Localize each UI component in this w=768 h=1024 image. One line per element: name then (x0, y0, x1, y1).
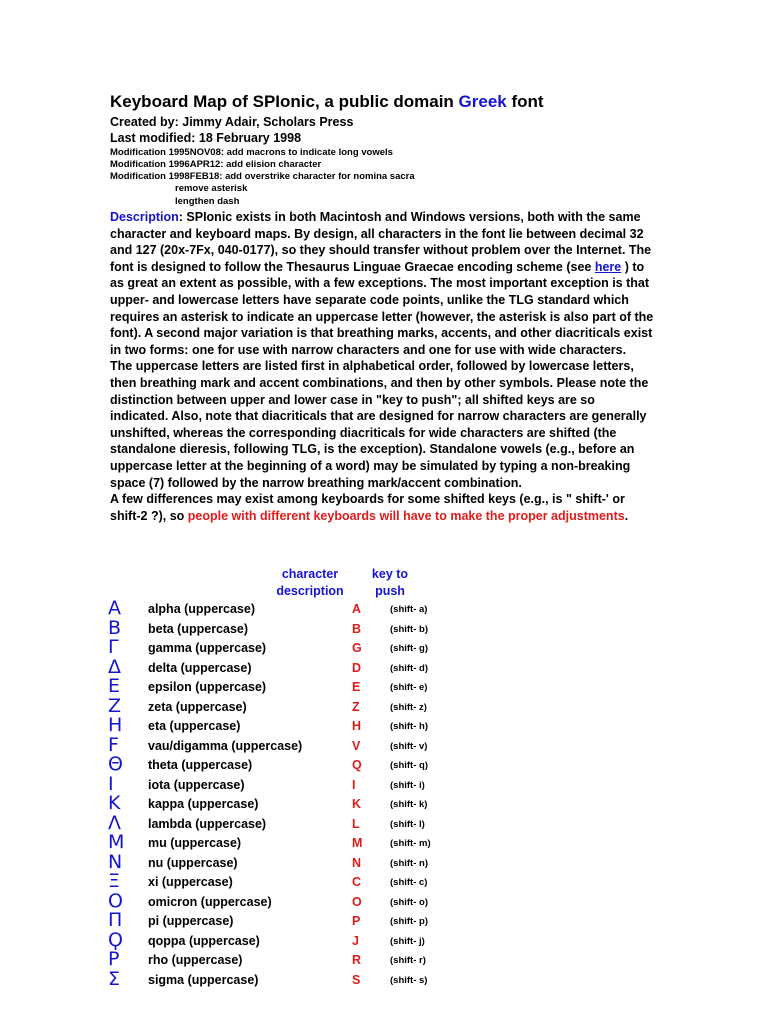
character-description: rho (uppercase) (148, 953, 243, 967)
table-row (0, 967, 768, 991)
character-description: delta (uppercase) (148, 660, 252, 675)
key-letter: P (352, 914, 361, 928)
key-letter: D (352, 660, 362, 675)
key-combination: (shift- q) (390, 760, 428, 771)
key-combination: (shift- s) (390, 974, 428, 986)
modification-line: Modification 1998FEB18: add overstrike character for nomina sacra (110, 171, 415, 182)
greek-glyph: Ι (108, 772, 114, 795)
key-letter: K (352, 797, 362, 811)
greek-glyph: Ε (108, 675, 121, 697)
character-description: gamma (uppercase) (148, 641, 267, 655)
description-paragraph-2: The uppercase letters are listed first in alphabetical order, followed by lowercase letters, then breathing mark and accent combinations, and then by other symbols. Please note the distinction between upper and lower case in "key to push"; all shifted keys are so indicated. Also, note that diacriticals that are designed for narrow characters are generally unshifted, whereas the corresponding diacriticals for wide characters are shifted (the standalone dieresis, following TLG, is the exception). Standalone vowels (e.g., before an uppercase letter at the beginning of a word) may be simulated by typing a non-breaking space (7) followed by the narrow breathing mark/accent combination. (110, 359, 649, 490)
greek-glyph: Κ (108, 792, 121, 814)
character-description: nu (uppercase) (148, 855, 238, 870)
greek-glyph: Ϝ (108, 733, 119, 756)
character-description: theta (uppercase) (148, 758, 253, 772)
key-letter: R (352, 953, 362, 967)
greek-glyph: Ξ (108, 870, 121, 892)
key-letter: V (352, 738, 361, 753)
description-text: . (624, 508, 629, 523)
character-description: vau/digamma (uppercase) (148, 738, 303, 753)
greek-glyph: Π (108, 909, 123, 931)
column-header-line: character (281, 567, 339, 581)
title-suffix: font (506, 92, 544, 111)
key-letter: Z (352, 699, 360, 714)
key-combination: (shift- n) (390, 857, 428, 869)
key-combination: (shift- m) (390, 838, 431, 849)
key-letter: G (352, 641, 362, 655)
key-combination: (shift- a) (390, 604, 428, 615)
key-combination: (shift- g) (390, 643, 428, 654)
key-letter: L (352, 816, 360, 831)
key-letter: B (352, 621, 362, 636)
greek-glyph: Σ (108, 967, 121, 990)
character-description: kappa (uppercase) (148, 797, 259, 811)
key-combination: (shift- j) (390, 935, 425, 947)
modification-subitem: remove asterisk (175, 183, 248, 194)
key-letter: E (352, 680, 361, 694)
column-header-line: key to (371, 567, 409, 581)
column-header-line: description (276, 584, 344, 598)
description-text: : SPIonic exists in both Macintosh and Windows versions, both with the same character and keyboard maps. By design, all characters in the font lie between decimal 32 and 127 (20x-7Fx, 040-0177), so they should transfer without problem over the Internet. The font is designed to follow the Thesaurus Linguae Graecae encoding scheme (see (110, 210, 652, 274)
key-combination: (shift- p) (390, 916, 428, 927)
description-label: Description (110, 210, 179, 224)
character-description: xi (uppercase) (148, 875, 233, 889)
greek-glyph: Γ (108, 636, 119, 658)
character-description: eta (uppercase) (148, 719, 241, 733)
key-letter: I (352, 777, 356, 792)
column-header-description (268, 566, 352, 600)
key-letter: C (352, 875, 362, 889)
character-description: iota (uppercase) (148, 777, 245, 792)
key-combination: (shift- b) (390, 623, 428, 635)
column-header-line: push (375, 584, 405, 598)
key-letter: S (352, 972, 361, 987)
key-letter: Q (352, 758, 362, 772)
here-link[interactable]: here (594, 259, 622, 274)
key-combination: (shift- d) (390, 662, 428, 674)
character-description: lambda (uppercase) (148, 816, 267, 831)
key-combination: (shift- r) (390, 955, 426, 966)
created-by: Created by: Jimmy Adair, Scholars Press (110, 115, 354, 129)
key-letter: M (352, 836, 363, 850)
greek-glyph: Λ (108, 811, 121, 834)
last-modified: Last modified: 18 February 1998 (110, 131, 302, 145)
title-prefix: Keyboard Map of SPIonic, a public domain (110, 92, 459, 111)
greek-glyph: Α (108, 597, 121, 619)
greek-glyph: Ο (108, 889, 123, 912)
greek-glyph: Θ (108, 753, 123, 775)
greek-glyph: Ν (108, 850, 123, 873)
description-text: ) to as great an extent as possible, with a few exceptions. The most important exception is that upper- and lowercase letters have separate code points, unlike the TLG standard which requires an asterisk to indicate an uppercase letter (however, the asterisk is also part of the font). A second major variation is that breathing marks, accents, and other diacriticals exist in two forms: one for use with narrow characters and one for use with wide characters. (110, 259, 654, 357)
key-combination: (shift- k) (390, 799, 428, 810)
character-description: epsilon (uppercase) (148, 680, 267, 694)
key-combination: (shift- e) (390, 682, 428, 693)
key-letter: O (352, 894, 362, 909)
key-combination: (shift- o) (390, 896, 428, 908)
key-letter: N (352, 855, 362, 870)
modification-subitem: lengthen dash (175, 196, 240, 207)
description-section (110, 209, 655, 524)
greek-glyph: Μ (108, 831, 125, 853)
character-description: alpha (uppercase) (148, 602, 255, 616)
character-description: beta (uppercase) (148, 621, 249, 636)
key-letter: H (352, 719, 362, 733)
character-description: sigma (uppercase) (148, 972, 259, 987)
page-title (110, 92, 544, 112)
key-combination: (shift- h) (390, 721, 428, 732)
key-combination: (shift- z) (390, 701, 427, 713)
greek-glyph: Η (108, 714, 123, 736)
table-row (0, 753, 768, 776)
column-header-key (360, 566, 420, 600)
title-highlight: Greek (458, 92, 507, 111)
character-description: zeta (uppercase) (148, 699, 247, 714)
key-letter: A (352, 602, 362, 616)
key-letter: J (352, 933, 359, 948)
greek-glyph: Ζ (108, 694, 122, 717)
greek-glyph: Ρ (108, 948, 120, 970)
key-combination: (shift- v) (390, 740, 428, 752)
character-description: qoppa (uppercase) (148, 933, 260, 948)
character-description: mu (uppercase) (148, 836, 242, 850)
description-paragraph-1 (110, 209, 655, 358)
character-description: omicron (uppercase) (148, 894, 272, 909)
description-text: A few differences may exist among keyboards for some shifted keys (e.g., is " shift-' or shift-2 ?), so (110, 492, 625, 523)
greek-glyph: Δ (108, 655, 121, 678)
key-combination: (shift- c) (390, 877, 428, 888)
greek-glyph: Β (108, 616, 122, 639)
key-combination: (shift- l) (390, 818, 425, 830)
key-combination: (shift- i) (390, 779, 425, 791)
modification-line: Modification 1996APR12: add elision character (110, 159, 322, 170)
character-description: pi (uppercase) (148, 914, 234, 928)
modification-line: Modification 1995NOV08: add macrons to indicate long vowels (110, 147, 393, 158)
adjustment-warning: people with different keyboards will have to make the proper adjustments (187, 508, 625, 523)
description-paragraph-3 (110, 491, 655, 524)
greek-glyph: Ϙ (108, 928, 123, 951)
